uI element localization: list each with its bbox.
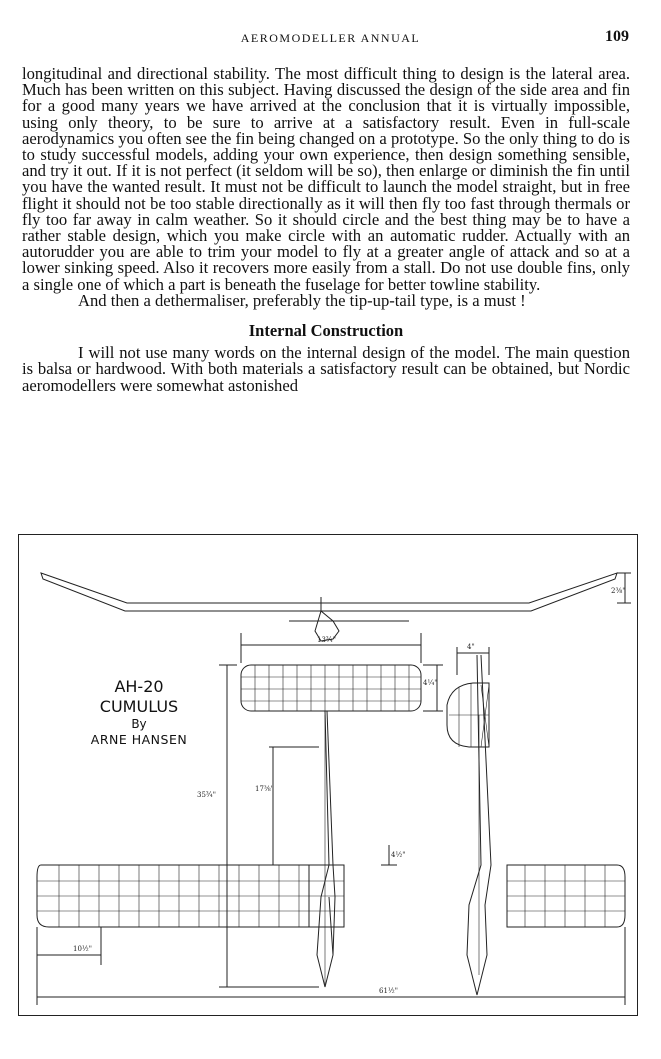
dim-fuselage-length: 35¾" [197,791,216,799]
front-view-wing [41,573,617,611]
dim-wing-center: 10½" [73,945,92,953]
paragraph-dethermaliser: And then a dethermaliser, preferably the tip-up-tail type, is a must ! [78,290,526,310]
article-body [22,66,630,394]
dim-tail-span: 13¾" [317,636,336,644]
dim-dihedral: 2⅜" [611,587,626,595]
dim-fin-width: 4" [467,643,475,651]
section-heading: Internal Construction [248,321,404,341]
plan-drawing-svg [19,535,636,1014]
tailplane [241,665,421,711]
model-name: AH-20 [114,677,164,696]
model-subtitle: CUMULUS [99,697,179,716]
dim-wing-span: 61½" [379,987,398,995]
plan-drawing [18,534,638,1016]
dim-nose-length: 17⅜" [255,785,274,793]
author-name: ARNE HANSEN [90,732,188,747]
dim-tail-chord: 4¼" [423,679,438,687]
running-head [0,28,661,50]
running-title: AEROMODELLER ANNUAL [240,31,421,45]
dim-wing-chord: 4½" [391,851,406,859]
paragraph-stability: longitudinal and directional stability. The most difficult thing to design is the lateral area. Much has been written on this subject. Having discussed the design of the side area and fin for a good many years we have arrived at the conclusion that it is virtually impossible, using only theory, to be sure to arrive at a satisfactory result. Even in full-scale aerodynamics you often see the fin being changed on a prototype. So the only thing to do is to study successful models, adding your own experience, then design something sensible, and try it out. If it is not perfect (it seldom will be so), then enlarge or diminish the fin until you have the wanted result. It must not be difficult to launch the model straight, but in free flight it should not be too stable directionally as it will then fly too fast through thermals or fly too far away in calm weather. So it should circle and the best thing may be to have a rather stable design, which you make circle with an automatic rudder. Actually with an autorudder you are able to trim your model to fly at a greater angle of attack and so at a lower sinking speed. Also it recovers more easily from a stall. Do not use double fins, only a single one of which a part is beneath the fuselage for better towline stability. [22,64,630,294]
paragraph-internal-construction: I will not use many words on the internal design of the model. The main question is balsa or hardwood. With both materials a satisfactory result can be obtained, but Nordic aeromodellers were somewhat astonished [22,343,630,395]
page-number: 109 [605,28,629,45]
byline: By [131,717,147,731]
figure-title [83,677,195,748]
